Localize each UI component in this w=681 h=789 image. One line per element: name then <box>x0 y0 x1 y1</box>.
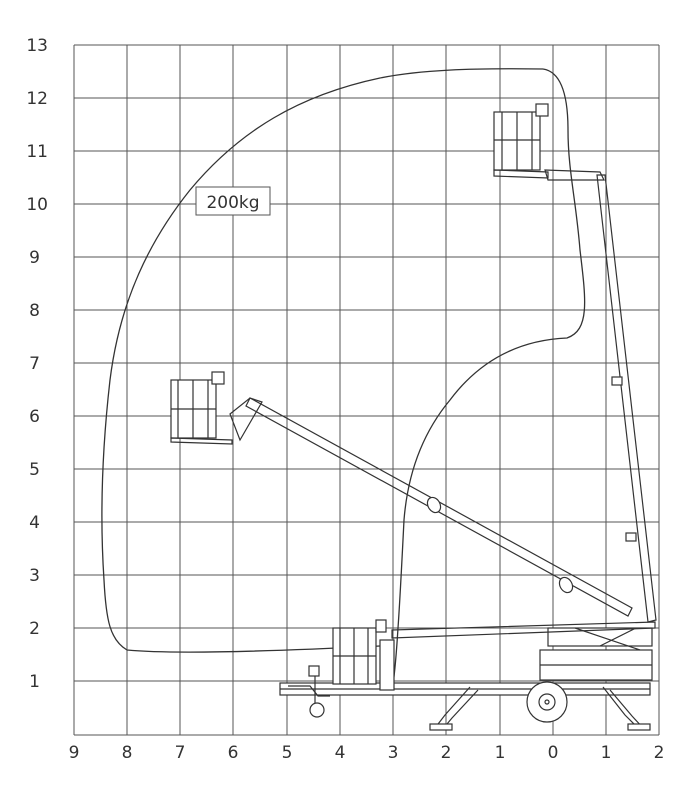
working-envelope-outline-left <box>102 69 543 652</box>
y-tick-label: 9 <box>29 248 40 268</box>
y-tick-label: 11 <box>26 142 48 162</box>
working-envelope-outline <box>392 69 585 690</box>
y-tick-label: 1 <box>29 672 40 692</box>
x-tick-label: 1 <box>494 743 506 763</box>
x-tick-label: 7 <box>174 743 186 763</box>
x-tick-label: 6 <box>227 743 239 763</box>
y-tick-label: 2 <box>29 619 40 639</box>
x-tick-label: 5 <box>281 743 293 763</box>
y-tick-label: 12 <box>26 89 48 109</box>
x-tick-label: 2 <box>653 743 665 763</box>
x-tick-label: 3 <box>387 743 399 763</box>
x-tick-label: 1 <box>600 743 612 763</box>
x-tick-label: 9 <box>68 743 80 763</box>
y-tick-label: 13 <box>26 36 48 56</box>
y-tick-label: 6 <box>29 407 40 427</box>
capacity-label: 200kg <box>206 193 260 213</box>
y-tick-label: 7 <box>29 354 40 374</box>
y-axis-labels <box>26 36 48 692</box>
x-tick-label: 0 <box>547 743 559 763</box>
y-tick-label: 4 <box>29 513 40 533</box>
y-tick-label: 5 <box>29 460 40 480</box>
x-tick-label: 4 <box>334 743 346 763</box>
y-tick-label: 8 <box>29 301 40 321</box>
x-tick-label: 2 <box>440 743 452 763</box>
x-tick-label: 8 <box>121 743 133 763</box>
y-tick-label: 10 <box>26 195 48 215</box>
y-tick-label: 3 <box>29 566 40 586</box>
x-axis-labels <box>69 743 665 763</box>
